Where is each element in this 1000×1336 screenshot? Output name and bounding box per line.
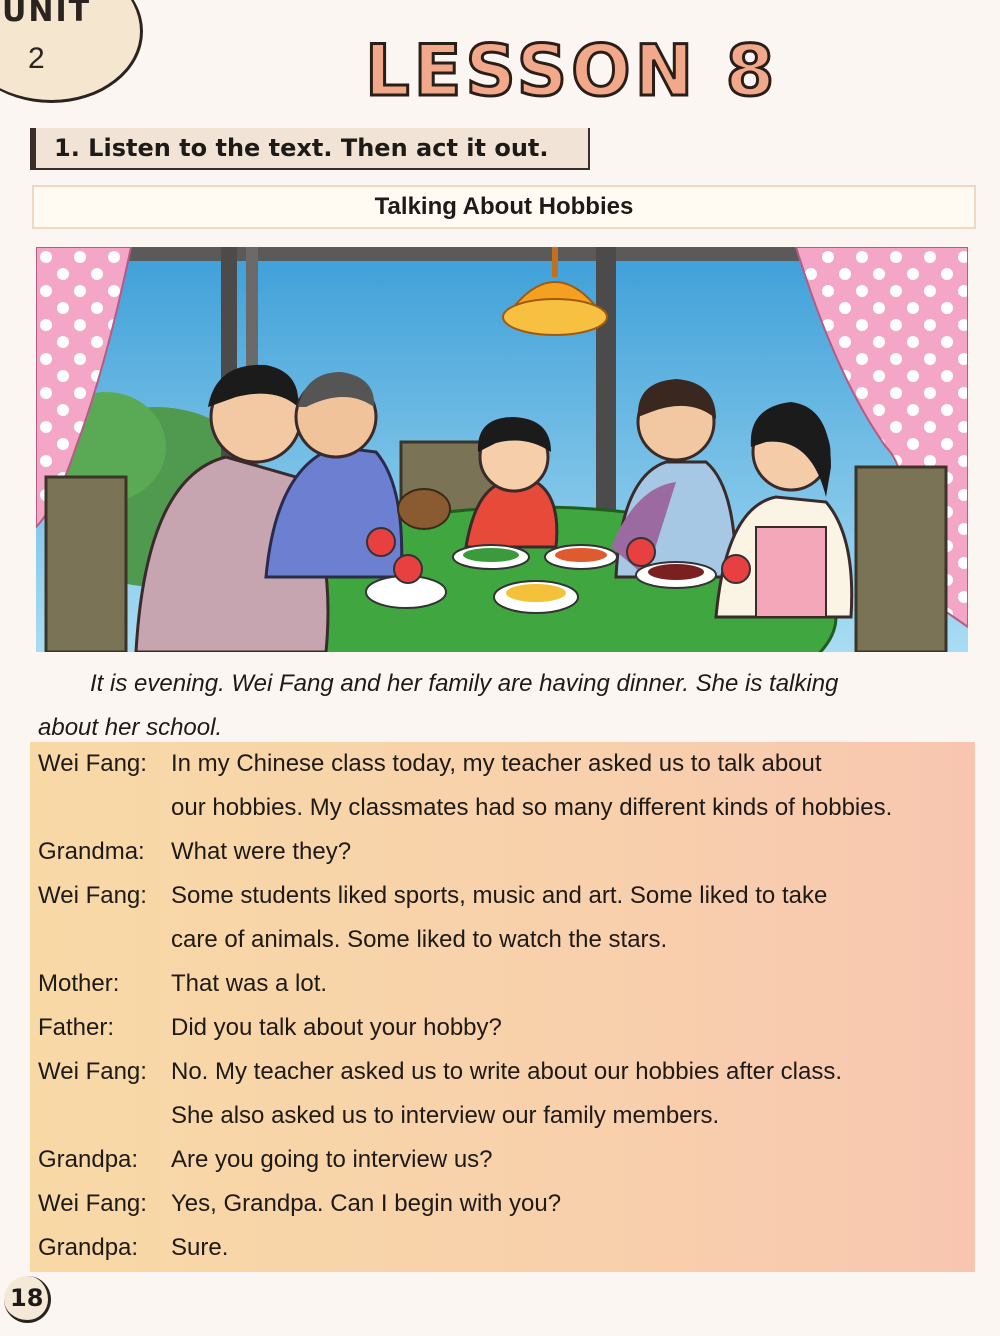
- speech-text: care of animals. Some liked to watch the stars.: [171, 926, 668, 953]
- speech-text: That was a lot.: [171, 970, 328, 997]
- speaker-name: Grandma:: [38, 838, 145, 865]
- speech-text: In my Chinese class today, my teacher asked us to talk about: [171, 750, 822, 777]
- instruction-bar: [30, 128, 590, 170]
- speaker-name: Wei Fang:: [38, 882, 147, 909]
- unit-label: UNIT: [2, 0, 92, 29]
- speech-text: Yes, Grandpa. Can I begin with you?: [171, 1190, 562, 1217]
- narration-line-2: about her school.: [38, 714, 223, 741]
- heading-text: Talking About Hobbies: [374, 193, 634, 220]
- speech-text: our hobbies. My classmates had so many different kinds of hobbies.: [171, 794, 893, 821]
- narration: [38, 662, 966, 750]
- dialogue-box: [30, 742, 975, 1272]
- speech-text: Are you going to interview us?: [171, 1146, 493, 1173]
- page-number-badge: [4, 1276, 51, 1323]
- speaker-name: Mother:: [38, 970, 120, 997]
- speech-text: No. My teacher asked us to write about our hobbies after class.: [171, 1058, 843, 1085]
- speaker-name: Wei Fang:: [38, 750, 147, 777]
- speech-text: She also asked us to interview our family members.: [171, 1102, 720, 1129]
- section-heading: [32, 185, 976, 229]
- speaker-name: Wei Fang:: [38, 1058, 147, 1085]
- speech-text: What were they?: [171, 838, 352, 865]
- unit-number: 2: [28, 42, 45, 75]
- speech-text: Some students liked sports, music and art. Some liked to take: [171, 882, 828, 909]
- speaker-name: Wei Fang:: [38, 1190, 147, 1217]
- speaker-name: Father:: [38, 1014, 115, 1041]
- page-number: 18: [10, 1284, 44, 1312]
- speaker-name: Grandpa:: [38, 1146, 139, 1173]
- speech-text: Did you talk about your hobby?: [171, 1014, 502, 1041]
- unit-badge: [0, 0, 143, 103]
- speaker-name: Grandpa:: [38, 1234, 139, 1261]
- speech-text: Sure.: [171, 1234, 229, 1261]
- family-dinner-illustration: [36, 247, 968, 652]
- instruction-text: 1. Listen to the text. Then act it out.: [54, 134, 549, 162]
- lesson-title: LESSON 8: [365, 30, 779, 112]
- narration-line-1: It is evening. Wei Fang and her family are having dinner. She is talking: [90, 670, 839, 697]
